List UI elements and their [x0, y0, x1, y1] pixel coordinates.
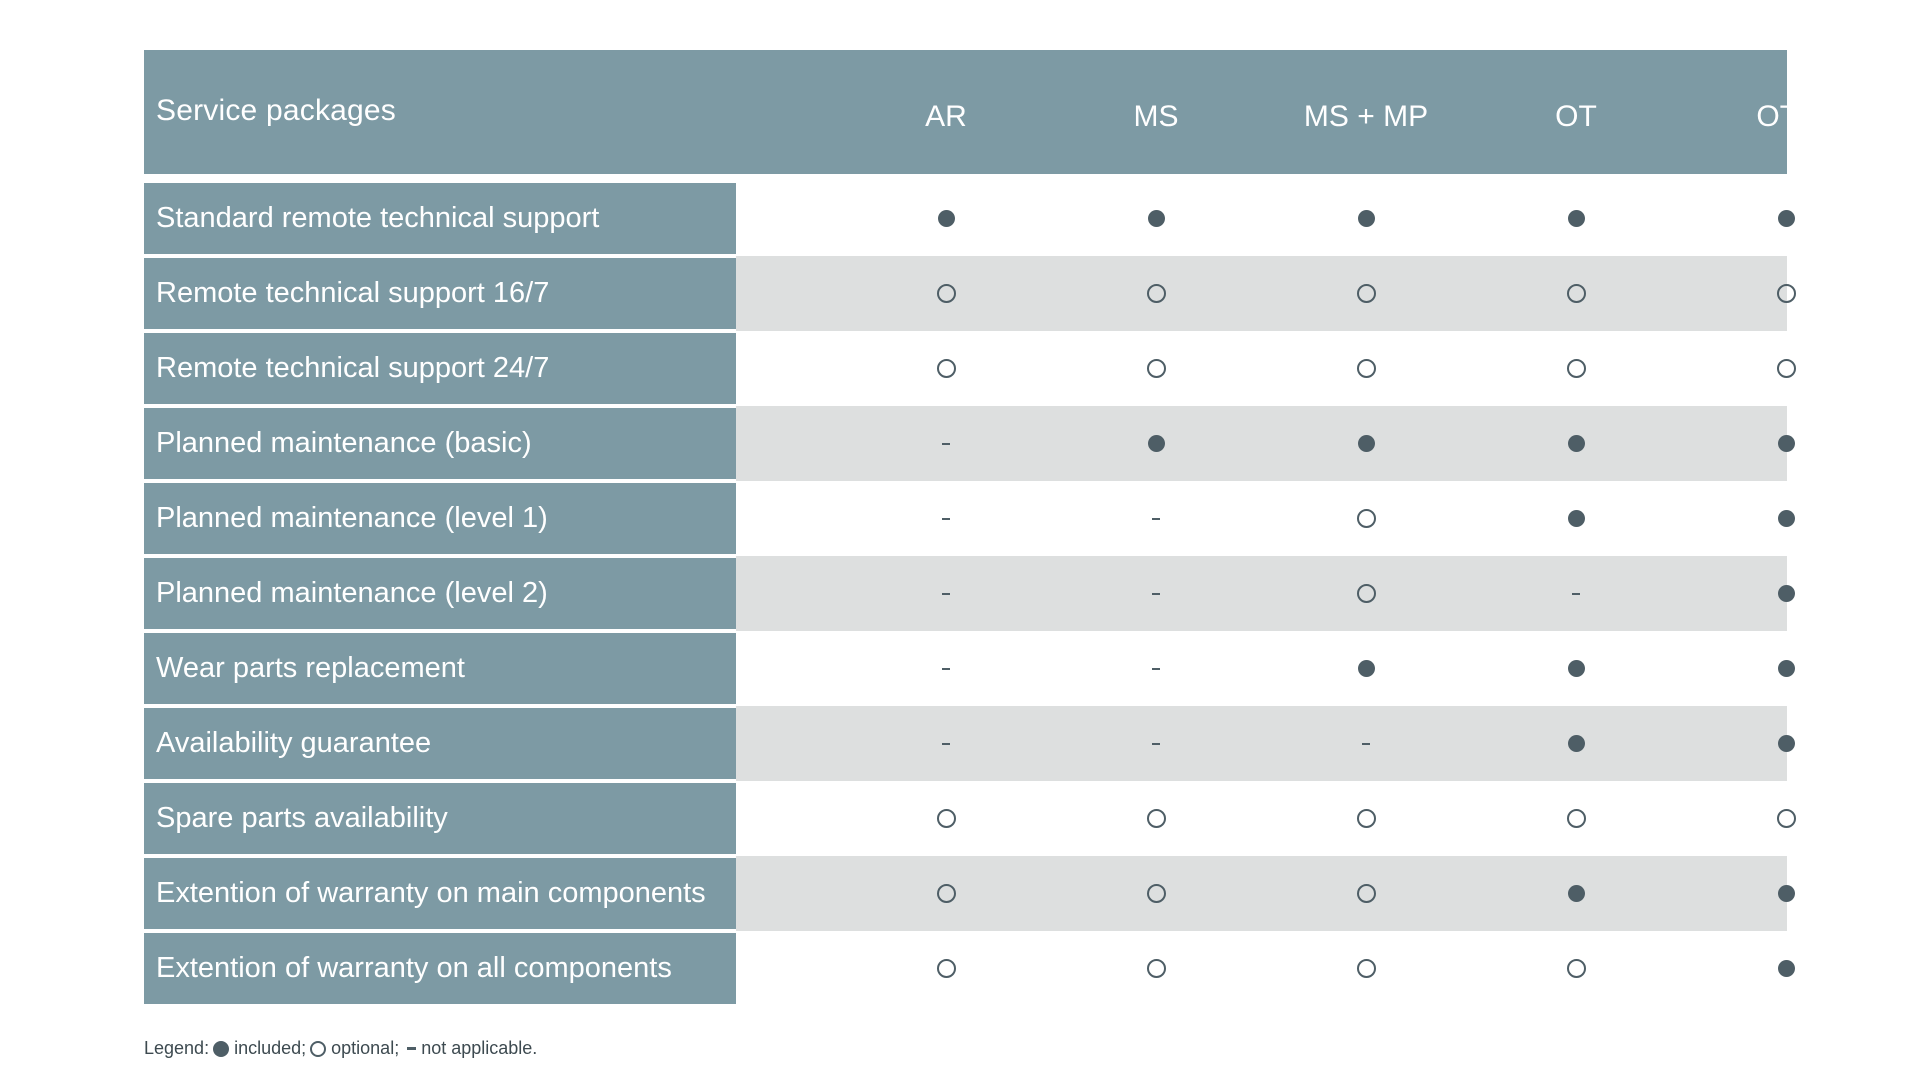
table-cell: [1051, 781, 1261, 856]
table-cell: [1471, 256, 1681, 331]
table-cell: [1471, 631, 1681, 706]
table-cell: [1471, 706, 1681, 781]
row-label: Planned maintenance (level 2): [144, 558, 736, 629]
table-cell: [1051, 556, 1261, 631]
legend-prefix: Legend:: [144, 1038, 210, 1058]
row-cells: [736, 181, 1787, 256]
row-cells: [736, 256, 1787, 331]
optional-icon: [1357, 509, 1376, 528]
table-cell: [1051, 706, 1261, 781]
table-row: [144, 258, 1787, 329]
table-cell: [1681, 931, 1891, 1006]
optional-icon: [937, 884, 956, 903]
optional-icon: [1147, 284, 1166, 303]
included-icon: [1148, 210, 1165, 227]
included-icon: [1778, 735, 1795, 752]
optional-icon: [937, 809, 956, 828]
optional-icon: [1357, 284, 1376, 303]
table-cell: [1261, 781, 1471, 856]
row-cells: [736, 406, 1787, 481]
table-cell: [1261, 931, 1471, 1006]
table-cell: [841, 256, 1051, 331]
column-header-ot-plus: OT+: [1756, 100, 1816, 133]
table-cell: [1051, 406, 1261, 481]
included-icon: [1778, 660, 1795, 677]
row-cells: [736, 781, 1787, 856]
table-cell: [1261, 481, 1471, 556]
row-label: Remote technical support 16/7: [144, 258, 736, 329]
not-applicable-icon: [1152, 593, 1160, 595]
included-icon: [1778, 960, 1795, 977]
table-cell: [1051, 481, 1261, 556]
table-cell: [1261, 556, 1471, 631]
legend-optional-label: optional;: [331, 1038, 400, 1058]
row-label: Standard remote technical support: [144, 183, 736, 254]
not-applicable-icon: [1152, 518, 1160, 520]
table-cell: [1681, 856, 1891, 931]
included-icon: [1358, 435, 1375, 452]
row-cells: [736, 931, 1787, 1006]
table-cell: [1681, 481, 1891, 556]
optional-icon: [1357, 359, 1376, 378]
table-cell: [1471, 481, 1681, 556]
table-row: [144, 558, 1787, 629]
optional-icon: [1567, 359, 1586, 378]
optional-icon: [1357, 884, 1376, 903]
table-cell: [1261, 706, 1471, 781]
table-row: [144, 858, 1787, 929]
table-cell: [1261, 406, 1471, 481]
table-cell: [1261, 256, 1471, 331]
table-cell: [1051, 256, 1261, 331]
optional-icon: [1567, 809, 1586, 828]
optional-icon: [1567, 284, 1586, 303]
row-cells: [736, 631, 1787, 706]
included-icon: [1568, 660, 1585, 677]
table-row: [144, 633, 1787, 704]
not-applicable-icon: [1152, 668, 1160, 670]
table-body: [144, 183, 1787, 1004]
optional-icon: [1777, 809, 1796, 828]
table-cell: [841, 556, 1051, 631]
row-cells: [736, 856, 1787, 931]
included-icon: [1148, 435, 1165, 452]
table-row: [144, 408, 1787, 479]
table-cell: [1681, 256, 1891, 331]
legend-not-applicable-label: not applicable.: [421, 1038, 538, 1058]
table-title: Service packages: [156, 94, 396, 127]
row-cells: [736, 331, 1787, 406]
optional-icon: [1357, 959, 1376, 978]
table-cell: [1681, 781, 1891, 856]
table-row: [144, 333, 1787, 404]
included-icon: [213, 1041, 229, 1057]
table-cell: [1681, 181, 1891, 256]
table-cell: [1471, 331, 1681, 406]
table-cell: [1681, 631, 1891, 706]
row-label: Remote technical support 24/7: [144, 333, 736, 404]
table-cell: [841, 781, 1051, 856]
row-label: Planned maintenance (basic): [144, 408, 736, 479]
not-applicable-icon: [1362, 743, 1370, 745]
row-label: Availability guarantee: [144, 708, 736, 779]
column-header-ot: OT: [1555, 100, 1597, 133]
table-cell: [841, 481, 1051, 556]
table-cell: [841, 631, 1051, 706]
optional-icon: [1147, 359, 1166, 378]
not-applicable-icon: [1572, 593, 1580, 595]
optional-icon: [937, 359, 956, 378]
table-cell: [1681, 406, 1891, 481]
table-cell: [1051, 931, 1261, 1006]
optional-icon: [1777, 359, 1796, 378]
included-icon: [1778, 510, 1795, 527]
table-row: [144, 708, 1787, 779]
table-cell: [1051, 181, 1261, 256]
optional-icon: [1357, 584, 1376, 603]
row-cells: [736, 556, 1787, 631]
table-cell: [1471, 781, 1681, 856]
optional-icon: [1357, 809, 1376, 828]
included-icon: [1568, 885, 1585, 902]
table-cell: [1261, 181, 1471, 256]
included-icon: [1778, 885, 1795, 902]
table-cell: [841, 406, 1051, 481]
table-cell: [1681, 556, 1891, 631]
included-icon: [1358, 210, 1375, 227]
legend: [144, 1038, 537, 1059]
optional-icon: [1147, 809, 1166, 828]
legend-included-label: included;: [234, 1038, 307, 1058]
included-icon: [1778, 210, 1795, 227]
table-cell: [1471, 931, 1681, 1006]
table-row: [144, 783, 1787, 854]
included-icon: [1358, 660, 1375, 677]
table-cell: [1471, 181, 1681, 256]
table-cell: [1681, 331, 1891, 406]
optional-icon: [310, 1041, 326, 1057]
optional-icon: [937, 284, 956, 303]
table-cell: [1261, 631, 1471, 706]
table-row: [144, 933, 1787, 1004]
row-label: Planned maintenance (level 1): [144, 483, 736, 554]
table-row: [144, 483, 1787, 554]
included-icon: [1778, 435, 1795, 452]
not-applicable-icon: [942, 668, 950, 670]
optional-icon: [1777, 284, 1796, 303]
optional-icon: [1147, 959, 1166, 978]
table-cell: [841, 331, 1051, 406]
table-cell: [1471, 406, 1681, 481]
row-cells: [736, 706, 1787, 781]
column-header-ms: MS: [1133, 100, 1179, 133]
included-icon: [1778, 585, 1795, 602]
row-label: Wear parts replacement: [144, 633, 736, 704]
table-cell: [1471, 556, 1681, 631]
table-cell: [841, 856, 1051, 931]
table-cell: [1261, 331, 1471, 406]
column-header-ar: AR: [925, 100, 967, 133]
not-applicable-icon: [407, 1047, 416, 1050]
row-label: Spare parts availability: [144, 783, 736, 854]
table-cell: [1051, 856, 1261, 931]
table-cell: [1051, 631, 1261, 706]
table-header: [144, 50, 1816, 174]
not-applicable-icon: [942, 743, 950, 745]
table-cell: [1471, 856, 1681, 931]
row-label: Extention of warranty on main components: [144, 858, 736, 929]
table-cell: [1681, 706, 1891, 781]
not-applicable-icon: [1152, 743, 1160, 745]
optional-icon: [1147, 884, 1166, 903]
included-icon: [1568, 210, 1585, 227]
included-icon: [938, 210, 955, 227]
optional-icon: [937, 959, 956, 978]
row-cells: [736, 481, 1787, 556]
included-icon: [1568, 435, 1585, 452]
row-label: Extention of warranty on all components: [144, 933, 736, 1004]
column-header-ms-mp: MS + MP: [1303, 100, 1429, 133]
included-icon: [1568, 735, 1585, 752]
not-applicable-icon: [942, 443, 950, 445]
not-applicable-icon: [942, 593, 950, 595]
table-cell: [841, 931, 1051, 1006]
service-packages-table: [144, 50, 1816, 1008]
included-icon: [1568, 510, 1585, 527]
optional-icon: [1567, 959, 1586, 978]
table-cell: [1261, 856, 1471, 931]
table-cell: [841, 706, 1051, 781]
not-applicable-icon: [942, 518, 950, 520]
table-cell: [1051, 331, 1261, 406]
table-cell: [841, 181, 1051, 256]
table-row: [144, 183, 1787, 254]
